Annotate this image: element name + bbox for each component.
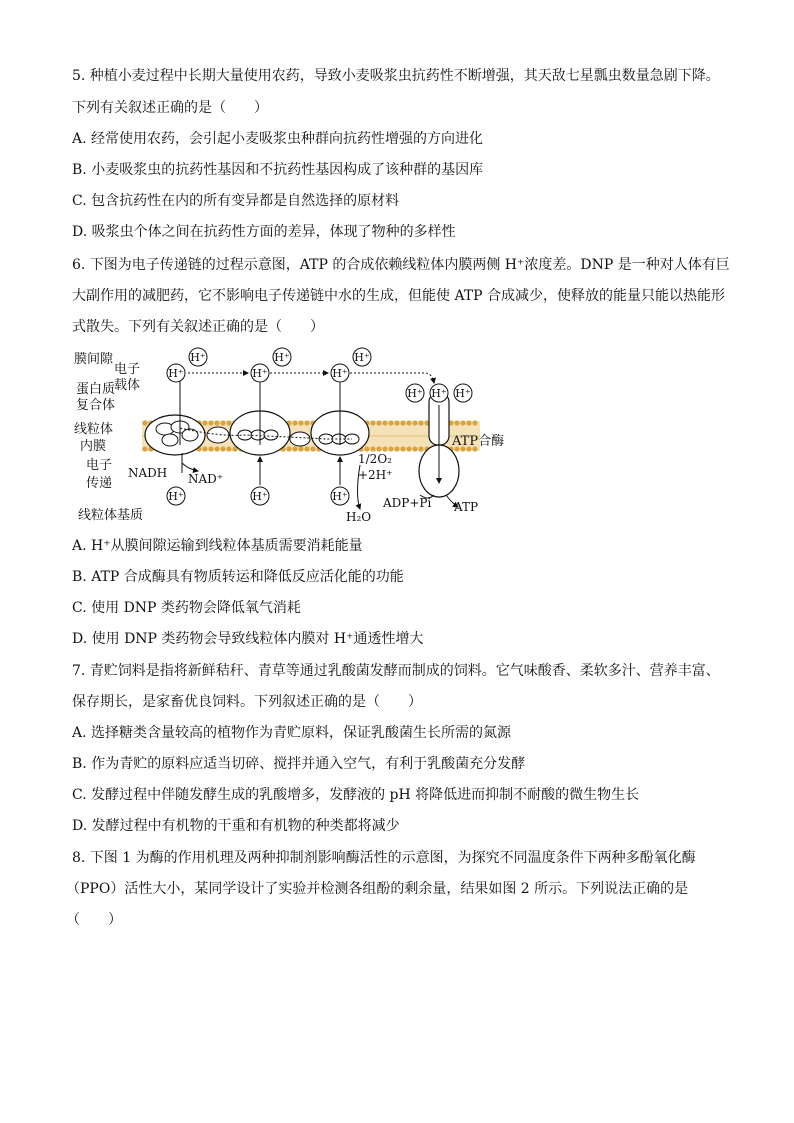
lipid-head xyxy=(304,420,309,425)
label-nad: NAD⁺ xyxy=(188,472,224,486)
q6-option-d: D. 使用 DNP 类药物会导致线粒体内膜对 H⁺通透性增大 xyxy=(72,631,424,647)
label-electron-carrier-line1: 电子 xyxy=(114,362,141,377)
lipid-head xyxy=(202,420,207,425)
hplus-label: H⁺ xyxy=(332,490,348,503)
q5-option-d: D. 吸浆虫个体之间在抗药性方面的差异，体现了物种的多样性 xyxy=(72,224,456,240)
lipid-head xyxy=(460,420,465,425)
lipid-head xyxy=(382,446,387,451)
lipid-head xyxy=(388,420,393,425)
label-electron-transfer-line2: 传递 xyxy=(86,476,113,491)
lipid-head xyxy=(454,420,459,425)
label-two-hplus: +2H⁺ xyxy=(358,468,393,482)
lipid-head xyxy=(406,446,411,451)
hplus-label: H⁺ xyxy=(354,351,370,364)
hplus-label: H⁺ xyxy=(431,387,447,400)
q5-option-b: B. 小麦吸浆虫的抗药性基因和不抗药性基因构成了该种群的基因库 xyxy=(72,162,484,178)
label-inner-membrane-line2: 内膜 xyxy=(80,439,107,454)
hplus-label: H⁺ xyxy=(168,490,184,503)
label-inner-membrane-line1: 线粒体 xyxy=(74,422,114,437)
hplus-label: H⁺ xyxy=(455,387,471,400)
lipid-head xyxy=(376,420,381,425)
lipid-head xyxy=(406,420,411,425)
q7-option-b: B. 作为青贮的原料应适当切碎、搅拌并通入空气，有利于乳酸菌充分发酵 xyxy=(72,756,526,772)
label-protein-complex-line1: 蛋白质 xyxy=(76,382,116,397)
q6-stem-line2: 大副作用的减肥药，它不影响电子传递链中水的生成，但能使 ATP 合成减少，使释放的能量只能以热能形 xyxy=(72,288,726,304)
label-oxygen: 1/2O₂ xyxy=(358,452,392,466)
q5-stem-line1: 5. 种植小麦过程中长期大量使用农药，导致小麦吸浆虫抗药性不断增强，其天敌七星瓢虫数量急剧下降。 xyxy=(72,68,720,84)
lipid-head xyxy=(298,420,303,425)
lipid-head xyxy=(472,420,477,425)
hplus-label: H⁺ xyxy=(190,351,206,364)
lipid-head xyxy=(208,446,213,451)
hplus-label: H⁺ xyxy=(274,351,290,364)
q5-option-a: A. 经常使用农药，会引起小麦吸浆虫种群向抗药性增强的方向进化 xyxy=(72,131,484,147)
hplus-label: H⁺ xyxy=(252,490,268,503)
q5-option-c: C. 包含抗药性在内的所有变异都是自然选择的原材料 xyxy=(72,193,400,209)
hplus-label: H⁺ xyxy=(168,367,184,380)
lipid-head xyxy=(292,446,297,451)
q7-stem-line1: 7. 青贮饲料是指将新鲜秸秆、青草等通过乳酸菌发酵而制成的饲料。它气味酸香、柔软多汁、营养丰富、 xyxy=(72,663,720,679)
lipid-head xyxy=(382,420,387,425)
electron-carrier-1 xyxy=(207,427,229,443)
label-mitochondrial-matrix: 线粒体基质 xyxy=(78,508,144,523)
lipid-head xyxy=(370,420,375,425)
lipid-head xyxy=(364,446,369,451)
q6-stem-line3: 式散失。下列有关叙述正确的是（ ） xyxy=(72,319,324,335)
lipid-head xyxy=(466,420,471,425)
q6-option-b: B. ATP 合成酶具有物质转运和降低反应活化能的功能 xyxy=(72,569,404,585)
lipid-head xyxy=(298,446,303,451)
lipid-head xyxy=(400,446,405,451)
lipid-head xyxy=(202,446,207,451)
label-atp-synthase: ATP合酶 xyxy=(452,434,505,449)
q6-option-c: C. 使用 DNP 类药物会降低氧气消耗 xyxy=(72,600,301,616)
label-atp: ATP xyxy=(454,500,479,514)
q7-stem-line2: 保存期长，是家畜优良饲料。下列叙述正确的是（ ） xyxy=(72,694,422,710)
lipid-head xyxy=(226,420,231,425)
lipid-head xyxy=(286,446,291,451)
lipid-head xyxy=(292,420,297,425)
lipid-head xyxy=(226,446,231,451)
lipid-head xyxy=(214,420,219,425)
lipid-head xyxy=(418,446,423,451)
electron-carrier-2 xyxy=(290,432,310,446)
lipid-head xyxy=(208,420,213,425)
hplus-label: H⁺ xyxy=(332,367,348,380)
label-water: H₂O xyxy=(346,510,372,524)
q8-stem-line3: （ ） xyxy=(66,912,122,928)
lipid-head xyxy=(400,420,405,425)
lipid-head xyxy=(304,446,309,451)
q6-option-a: A. H⁺从膜间隙运输到线粒体基质需要消耗能量 xyxy=(72,538,363,554)
lipid-head xyxy=(310,446,315,451)
label-protein-complex-line2: 复合体 xyxy=(76,398,116,413)
lipid-head xyxy=(370,446,375,451)
q5-stem-line2: 下列有关叙述正确的是（ ） xyxy=(72,100,268,116)
label-electron-transfer-line1: 电子 xyxy=(86,458,113,473)
q7-option-a: A. 选择糖类含量较高的植物作为青贮原料，保证乳酸菌生长所需的氮源 xyxy=(72,725,512,741)
electron-transport-diagram xyxy=(70,345,505,527)
label-nadh: NADH xyxy=(128,466,168,480)
q7-option-d: D. 发酵过程中有机物的干重和有机物的种类都将减少 xyxy=(72,818,400,834)
hplus-label: H⁺ xyxy=(407,387,423,400)
lipid-head xyxy=(394,420,399,425)
q8-stem-line2: （PPO）活性大小，某同学设计了实验并检测各组酚的剩余量，结果如图 2 所示。下列说法正确的是 xyxy=(66,881,689,897)
label-adp-pi: ADP+Pi xyxy=(383,496,432,510)
lipid-head xyxy=(142,420,147,425)
lipid-head xyxy=(418,420,423,425)
lipid-head xyxy=(412,420,417,425)
lipid-head xyxy=(388,446,393,451)
hplus-label: H⁺ xyxy=(252,367,268,380)
lipid-head xyxy=(376,446,381,451)
q7-option-c: C. 发酵过程中伴随发酵生成的乳酸增多，发酵液的 pH 将降低进而抑制不耐酸的微生物生长 xyxy=(72,787,640,803)
protein-complex-1 xyxy=(145,415,205,455)
label-intermembrane-space: 膜间隙 xyxy=(74,352,114,367)
q8-stem-line1: 8. 下图 1 为酶的作用机理及两种抑制剂影响酶活性的示意图，为探究不同温度条件下两种多酚氧化酶 xyxy=(72,850,696,866)
lipid-head xyxy=(394,446,399,451)
lipid-head xyxy=(220,420,225,425)
q6-stem-line1: 6. 下图为电子传递链的过程示意图，ATP 的合成依赖线粒体内膜两侧 H⁺浓度差。DNP 是一种对人体有巨 xyxy=(72,257,730,273)
lipid-head xyxy=(220,446,225,451)
lipid-head xyxy=(412,446,417,451)
label-electron-carrier-line2: 载体 xyxy=(114,378,141,393)
lipid-head xyxy=(142,446,147,451)
lipid-head xyxy=(214,446,219,451)
